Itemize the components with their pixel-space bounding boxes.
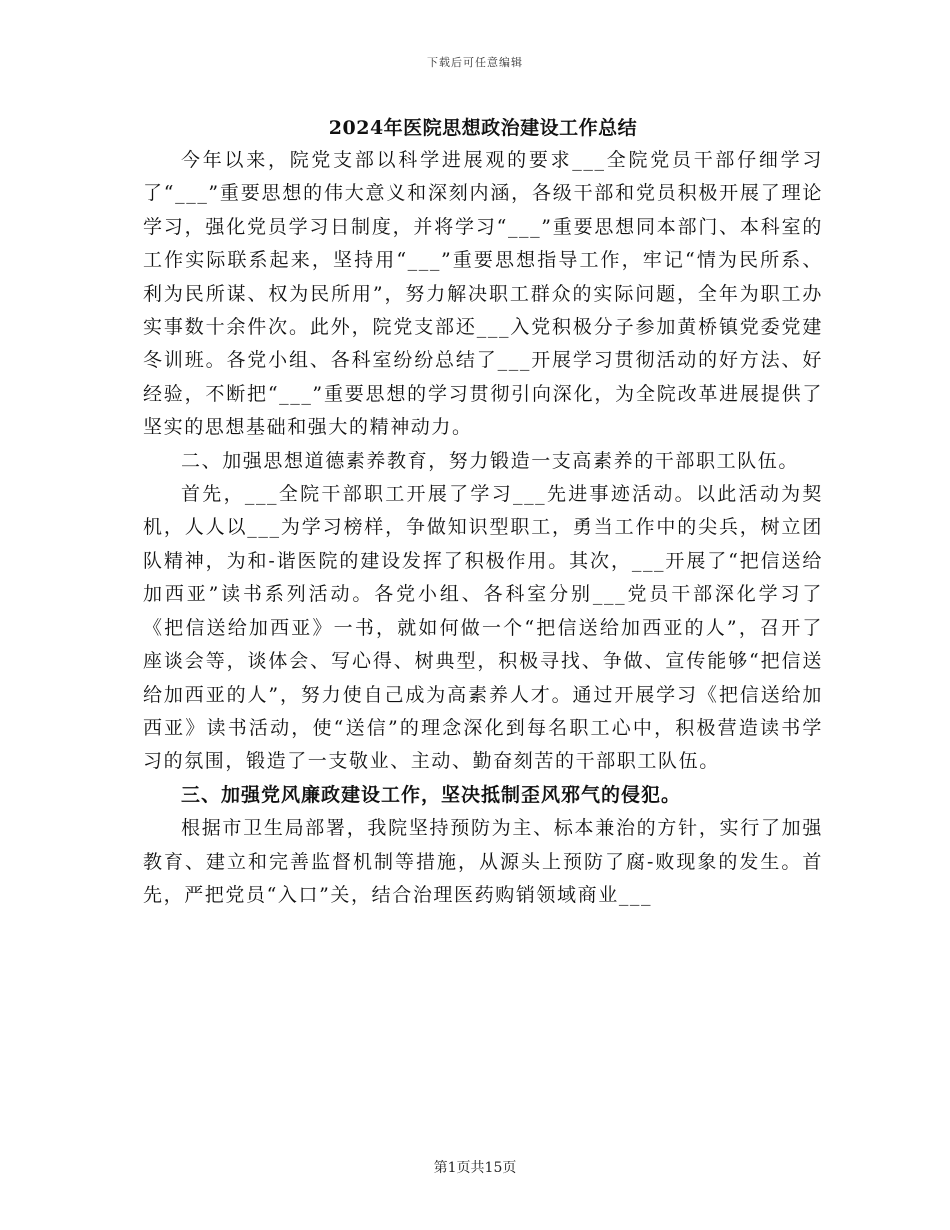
section-heading-2: 二、加强思想道德素养教育，努力锻造一支高素养的干部职工队伍。 <box>181 449 800 472</box>
paragraph-section-2: 首先，___全院干部职工开展了学习___先进事迹活动。以此活动为契机，人人以___为学习榜样，争做知识型职工，勇当工作中的尖兵，树立团队精神，为和-谐医院的建设发挥了积极作用。其次，___开展了“把信送给加西亚”读书系列活动。各党小组、各科室分别___党员干部深化学习了《把信送给加西亚》一书，就如何做一个“把信送给加西亚的人”，召开了座谈会等，谈体会、写心得、树典型，积极寻找、争做、宣传能够“把信送给加西亚的人”，努力使自己成为高素养人才。通过开展学习《把信送给加西亚》读书活动，使“送信”的理念深化到每名职工心中，积极营造读书学习的氛围，锻造了一支敬业、主动、勤奋刻苦的干部职工队伍。 <box>143 483 823 773</box>
page-header-note: 下载后可任意编辑 <box>427 56 523 69</box>
page-footer: 第1页共15页 <box>433 1160 517 1176</box>
document-body <box>143 112 823 912</box>
section-heading-3: 三、加强党风廉政建设工作，坚决抵制歪风邪气的侵犯。 <box>181 783 682 806</box>
paragraph-intro: 今年以来，院党支部以科学进展观的要求___全院党员干部仔细学习了“___”重要思想的伟大意义和深刻内涵，各级干部和党员积极开展了理论学习，强化党员学习日制度，并将学习“___”重要思想同本部门、本科室的工作实际联系起来，坚持用“___”重要思想指导工作，牢记“情为民所系、利为民所谋、权为民所用”，努力解决职工群众的实际问题，全年为职工办实事数十余件次。此外，院党支部还___入党积极分子参加黄桥镇党委党建冬训班。各党小组、各科室纷纷总结了___开展学习贯彻活动的好方法、好经验，不断把“___”重要思想的学习贯彻引向深化，为全院改革进展提供了坚实的思想基础和强大的精神动力。 <box>143 149 823 439</box>
paragraph-section-3: 根据市卫生局部署，我院坚持预防为主、标本兼治的方针，实行了加强教育、建立和完善监督机制等措施，从源头上预防了腐-败现象的发生。首先，严把党员“入口”关，结合治理医药购销领域商业___ <box>143 817 823 906</box>
document-title: 2024年医院思想政治建设工作总结 <box>328 117 638 139</box>
